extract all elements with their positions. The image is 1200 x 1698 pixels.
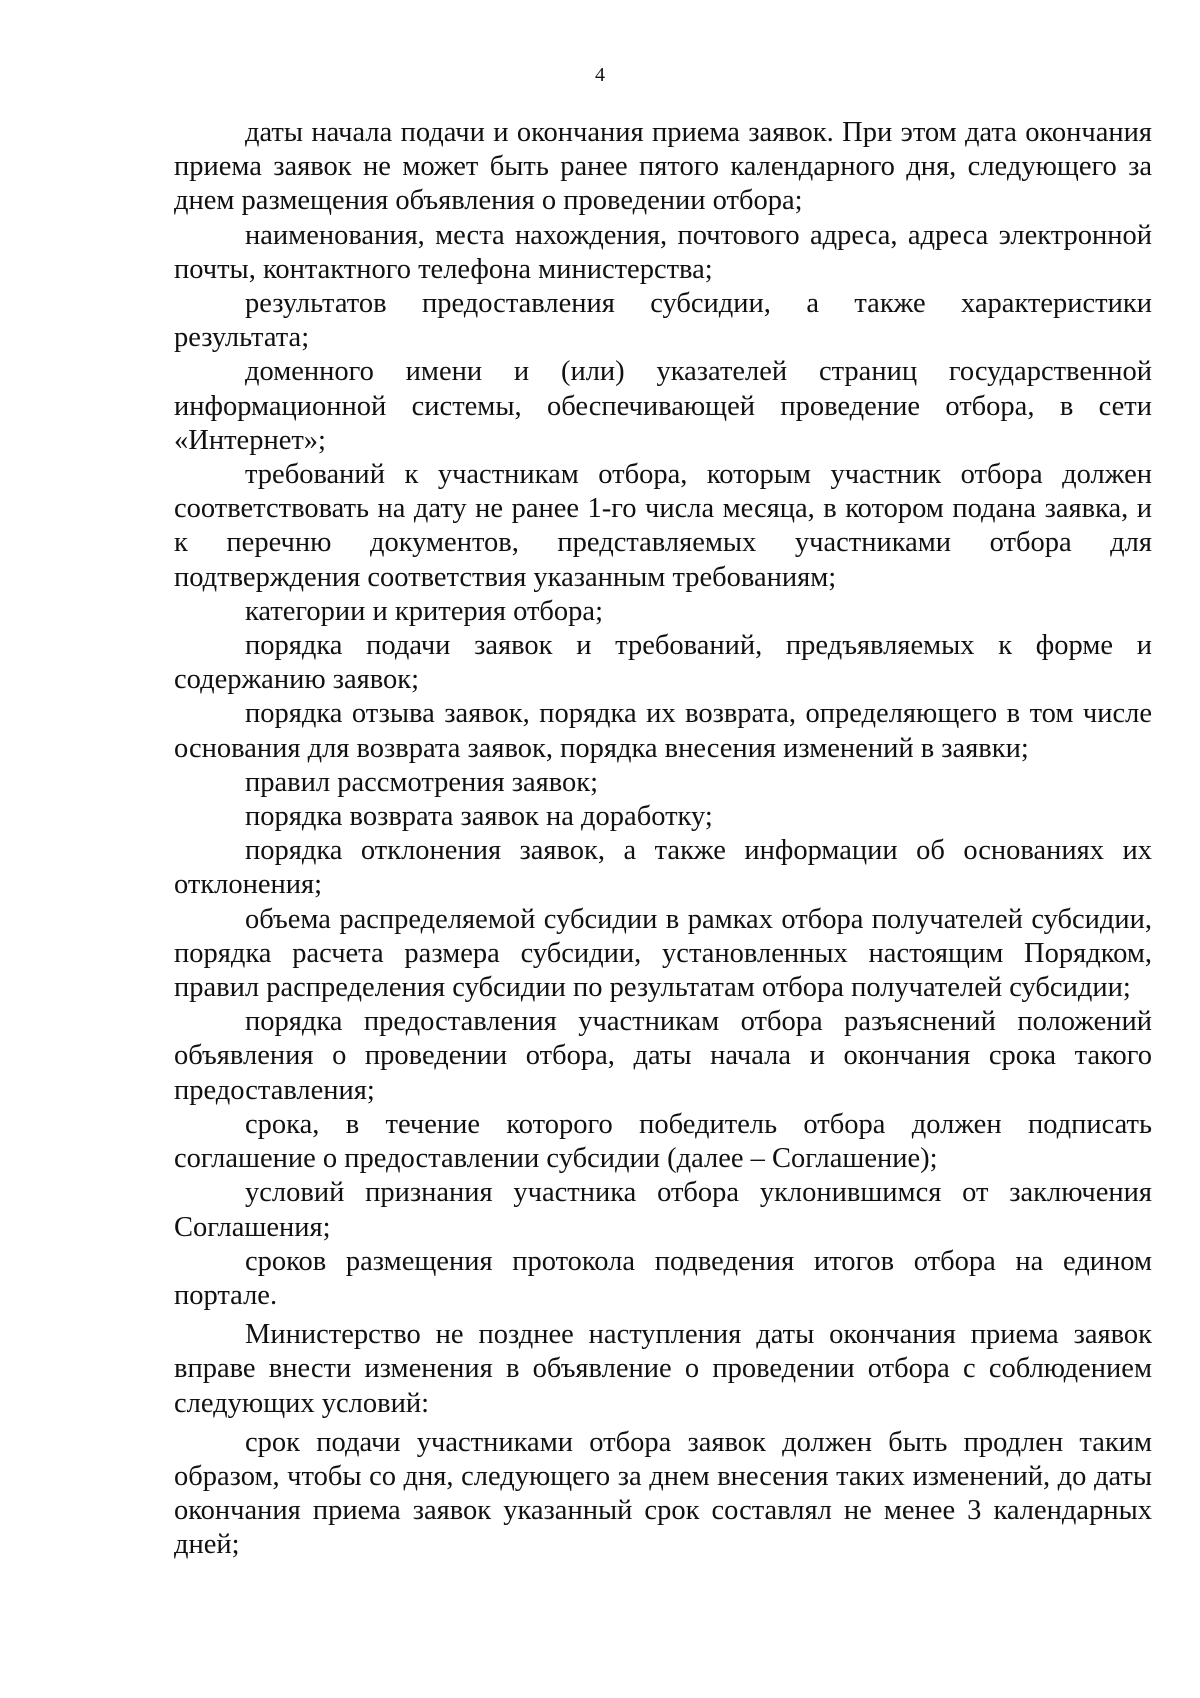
paragraph-rejection-procedure: порядка отклонения заявок, а также информации об основаниях их отклонения; (174, 835, 1152, 901)
paragraph-subsidy-volume: объема распределяемой субсидии в рамках отбора получателей субсидии, порядка расчета размера субсидии, установленных настоящим Порядком, правил распределения субсидии по результатам отбора получателей субсидии; (174, 903, 1152, 1004)
paragraph-participant-requirements: требований к участникам отбора, которым участник отбора должен соответствовать на дату не ранее 1-го числа месяца, в котором подана заявка, и к перечню документов, представляемых участниками отбора для подтверждения соответствия указанным требованиям; (174, 459, 1152, 593)
paragraph-ministry-contacts: наименования, места нахождения, почтового адреса, адреса электронной почты, контактного телефона министерства; (174, 219, 1152, 285)
paragraph-review-rules: правил рассмотрения заявок; (245, 766, 599, 798)
document-body (174, 116, 1152, 1563)
paragraph-subsidy-results: результатов предоставления субсидии, а также характеристики результата; (174, 288, 1152, 354)
paragraph-selection-criteria: категории и критерия отбора; (245, 595, 604, 627)
paragraph-clarifications: порядка предоставления участникам отбора разъяснений положений объявления о проведении отбора, даты начала и окончания срока такого предоставления; (174, 1006, 1152, 1106)
paragraph-evasion-conditions: условий признания участника отбора уклонившимся от заключения Соглашения; (174, 1177, 1152, 1243)
paragraph-domain-name: доменного имени и (или) указателей страниц государственной информационной системы, обеспечивающей проведение отбора, в сети «Интернет»; (174, 356, 1152, 456)
paragraph-submission-procedure: порядка подачи заявок и требований, предъявляемых к форме и содержанию заявок; (174, 630, 1152, 696)
paragraph-extension-term: срок подачи участниками отбора заявок должен быть продлен таким образом, чтобы со дня, следующего за днем внесения таких изменений, до даты окончания приема заявок указанный срок составлял не менее 3 календарных дней; (174, 1426, 1152, 1561)
paragraph-agreement-deadline: срока, в течение которого победитель отбора должен подписать соглашение о предоставлении субсидии (далее – Соглашение); (174, 1108, 1152, 1175)
paragraph-withdrawal-procedure: порядка отзыва заявок, порядка их возврата, определяющего в том числе основания для возврата заявок, порядка внесения изменений в заявки; (174, 698, 1152, 764)
paragraph-return-for-revision: порядка возврата заявок на доработку; (245, 801, 713, 833)
page-number: 4 (595, 64, 605, 86)
paragraph-protocol-deadline: сроков размещения протокола подведения итогов отбора на едином портале. (174, 1245, 1152, 1311)
paragraph-amendment-rights: Министерство не позднее наступления даты окончания приема заявок вправе внести изменения в объявление о проведении отбора с соблюдением следующих условий: (174, 1319, 1152, 1419)
paragraph-application-dates: даты начала подачи и окончания приема заявок. При этом дата окончания приема заявок не может быть ранее пятого календарного дня, следующего за днем размещения объявления о проведении отбора; (174, 117, 1152, 217)
